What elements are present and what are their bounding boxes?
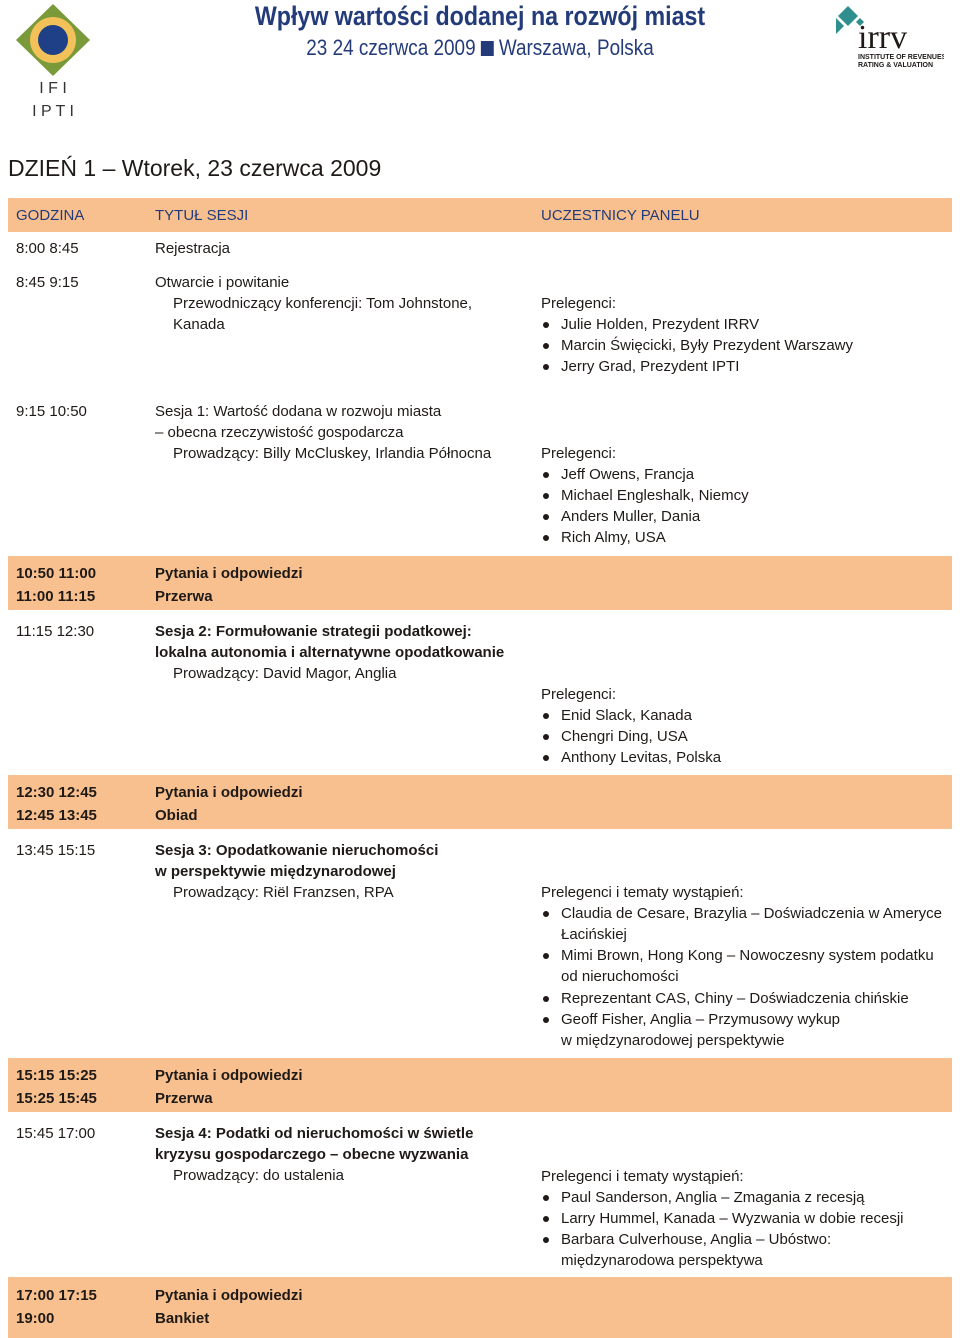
row-time: 8:45 9:15 [16, 274, 79, 291]
col-time: GODZINA [16, 207, 85, 224]
table-header [8, 198, 952, 232]
row-title: kryzysu gospodarczego – obecne wyzwania [155, 1146, 469, 1163]
break-band [8, 1277, 952, 1338]
speaker-item: Paul Sanderson, Anglia – Zmagania z recesją [561, 1189, 865, 1206]
col-panel: UCZESTNICY PANELU [541, 207, 700, 224]
row-title: Bankiet [155, 1310, 210, 1327]
speaker-item-cont: w międzynarodowej perspektywie [561, 1032, 785, 1049]
speaker-item: Mimi Brown, Hong Kong – Nowoczesny system podatku [561, 947, 934, 964]
row-time: 11:00 11:15 [16, 588, 96, 605]
row-time: 12:30 12:45 [16, 784, 97, 801]
row-title: Sesja 2: Formułowanie strategii podatkowej: [155, 623, 472, 640]
speaker-item: Reprezentant CAS, Chiny – Doświadczenia chińskie [561, 990, 909, 1007]
day-title: DZIEŃ 1 – Wtorek, 23 czerwca 2009 [8, 155, 382, 181]
row-title: Sesja 4: Podatki od nieruchomości w świetle [155, 1125, 474, 1142]
row-title: Obiad [155, 807, 198, 824]
row-time: 19:00 [16, 1310, 55, 1327]
speaker-item-cont: od nieruchomości [561, 968, 679, 985]
row-time: 10:50 11:00 [16, 565, 97, 582]
speaker-item: Jerry Grad, Prezydent IPTI [561, 358, 740, 375]
speaker-item: Barbara Culverhouse, Anglia – Ubóstwo: [561, 1231, 832, 1248]
row-time: 13:45 15:15 [16, 842, 96, 859]
svg-text:RATING & VALUATION: RATING & VALUATION [858, 62, 934, 69]
dates: 23 24 czerwca 2009 [306, 35, 476, 60]
row-time: 15:45 17:00 [16, 1125, 96, 1142]
row-title: Pytania i odpowiedzi [155, 784, 303, 801]
svg-text:INSTITUTE OF REVENUES: INSTITUTE OF REVENUES [858, 54, 944, 61]
row-title: Pytania i odpowiedzi [155, 1287, 303, 1304]
row-title: Rejestracja [155, 240, 231, 257]
moderator: Prowadzący: Riël Franzsen, RPA [173, 884, 394, 901]
row-title: Sesja 1: Wartość dodana w rozwoju miasta [155, 403, 442, 420]
break-band [8, 1058, 952, 1112]
row-title: Przerwa [155, 588, 213, 605]
row-title: Pytania i odpowiedzi [155, 1067, 303, 1084]
speakers-label: Prelegenci i tematy wystąpień: [541, 1168, 744, 1185]
speaker-item: Anthony Levitas, Polska [561, 749, 722, 766]
row-title: Przerwa [155, 1090, 213, 1107]
speaker-item: Michael Engleshalk, Niemcy [561, 487, 749, 504]
row-title: w perspektywie międzynarodowej [155, 863, 396, 880]
row-time: 15:25 15:45 [16, 1090, 97, 1107]
speaker-item-cont: Łacińskiej [561, 926, 627, 943]
speaker-item: Larry Hummel, Kanada – Wyzwania w dobie recesji [561, 1210, 904, 1227]
speaker-item: Enid Slack, Kanada [561, 707, 692, 724]
row-time: 17:00 17:15 [16, 1287, 97, 1304]
speaker-item: Chengri Ding, USA [561, 728, 688, 745]
svg-text:I F I: I F I [39, 80, 67, 97]
separator-square-icon [481, 41, 494, 56]
col-session: TYTUŁ SESJI [155, 207, 249, 224]
ifi-ipti-logo [14, 2, 92, 122]
event-dates [239, 34, 721, 62]
speaker-item: Marcin Święcicki, Były Prezydent Warszawy [561, 337, 854, 354]
moderator: Prowadzący: do ustalenia [173, 1167, 344, 1184]
moderator: Przewodniczący konferencji: Tom Johnstone, [173, 295, 473, 312]
break-band [8, 556, 952, 610]
row-title: Sesja 3: Opodatkowanie nieruchomości [155, 842, 439, 859]
svg-text:I P T I: I P T I [32, 103, 74, 120]
row-time: 8:00 8:45 [16, 240, 79, 257]
row-time: 11:15 12:30 [16, 623, 95, 640]
moderator: Kanada [173, 316, 225, 333]
svg-text:irrv: irrv [858, 19, 908, 56]
speaker-item: Jeff Owens, Francja [561, 466, 695, 483]
speaker-item: Claudia de Cesare, Brazylia – Doświadczenia w Ameryce [561, 905, 943, 922]
row-time: 15:15 15:25 [16, 1067, 97, 1084]
row-time: 12:45 13:45 [16, 807, 97, 824]
row-title: – obecna rzeczywistość gospodarcza [155, 424, 404, 441]
speaker-item: Anders Muller, Dania [561, 508, 701, 525]
speakers-label: Prelegenci: [541, 686, 617, 703]
row-title: lokalna autonomia i alternatywne opodatkowanie [155, 644, 505, 661]
speakers-label: Prelegenci: [541, 295, 617, 312]
row-title: Otwarcie i powitanie [155, 274, 290, 291]
irrv-logo [834, 4, 944, 70]
speakers-label: Prelegenci: [541, 445, 617, 462]
speakers-label: Prelegenci i tematy wystąpień: [541, 884, 744, 901]
break-band [8, 775, 952, 829]
speaker-item-cont: międzynarodowa perspektywa [561, 1252, 763, 1269]
row-time: 9:15 10:50 [16, 403, 87, 420]
place: Warszawa, Polska [498, 35, 654, 60]
moderator: Prowadzący: Billy McCluskey, Irlandia Północna [173, 445, 492, 462]
speaker-item: Julie Holden, Prezydent IRRV [561, 316, 760, 333]
page-title: Wpływ wartości dodanej na rozwój miast [254, 1, 706, 31]
speaker-item: Geoff Fisher, Anglia – Przymusowy wykup [561, 1011, 841, 1028]
moderator: Prowadzący: David Magor, Anglia [173, 665, 397, 682]
row-title: Pytania i odpowiedzi [155, 565, 303, 582]
speaker-item: Rich Almy, USA [561, 529, 666, 546]
